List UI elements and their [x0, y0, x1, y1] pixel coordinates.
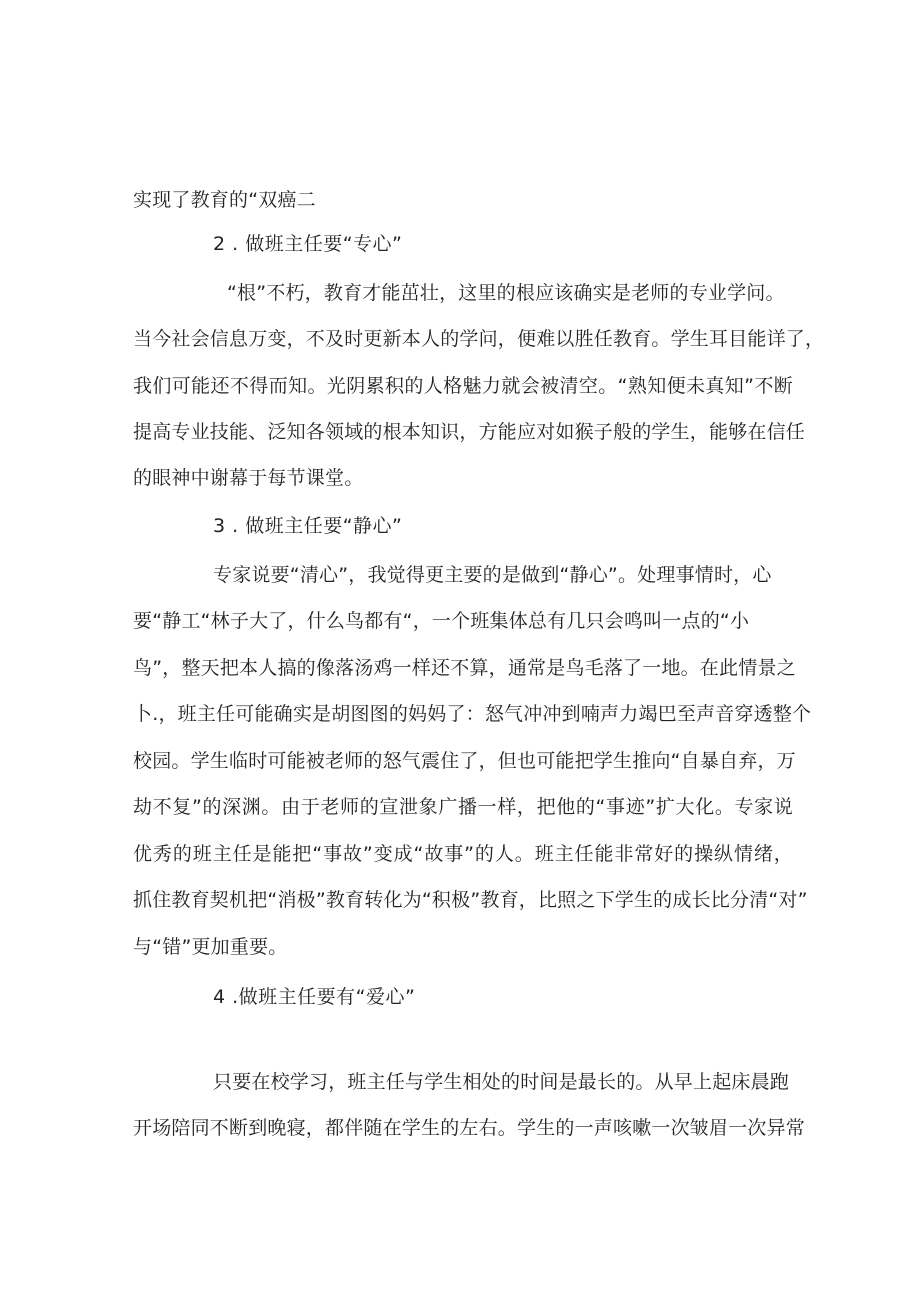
section-2-line: 的眼神中谢幕于每节课堂。	[133, 467, 364, 489]
section-3-line: 卜.，班主任可能确实是胡图图的妈妈了：怒气冲冲到喃声力竭巴至声音穿透整个	[133, 703, 812, 725]
section-2-line: 当今社会信息万变，不及时更新本人的学问，便难以胜任教育。学生耳目能详了，	[133, 328, 825, 350]
section-3-line: 优秀的班主任是能把“事故”变成“故事”的人。班主任能非常好的操纵情绪，	[133, 843, 793, 865]
section-2-line: “根”不朽，教育才能茁壮，这里的根应该确实是老师的专业学问。	[227, 282, 785, 304]
section-3-line: 与“错”更加重要。	[133, 936, 288, 958]
section-3-heading: 3 . 做班主任要“静心”	[213, 515, 403, 537]
section-2-line: 我们可能还不得而知。光阴累积的人格魅力就会被清空。“熟知便未真知”不断	[133, 375, 793, 397]
section-4-heading: 4 .做班主任要有“爱心”	[213, 986, 416, 1008]
section-4-line: 开场陪同不断到晚寝，都伴随在学生的左右。学生的一声咳嗽一次皱眉一次异常	[133, 1117, 806, 1139]
section-3-line: 要“静工“林子大了，什么鸟都有“，一个班集体总有几只会鸣叫一点的“小	[133, 610, 750, 632]
section-3-line: 劫不复”的深渊。由于老师的宣泄象广播一样，把他的“事迹”扩大化。专家说	[133, 796, 793, 818]
section-3-line: 校园。学生临时可能被老师的怒气震住了，但也可能把学生推向“自暴自弃，万	[133, 750, 796, 772]
intro-line: 实现了教育的“双癌二	[133, 189, 316, 211]
section-3-line: 抓住教育契机把“消极”教育转化为“积极”教育，比照之下学生的成长比分清“对”	[133, 889, 808, 911]
section-4-line: 只要在校学习，班主任与学生相处的时间是最长的。从早上起床晨跑	[213, 1071, 790, 1093]
section-3-line: 专家说要“清心”，我觉得更主要的是做到“静心”。处理事情时，心	[213, 564, 772, 586]
section-2-heading: 2 . 做班主任要“专心”	[213, 233, 403, 255]
section-3-line: 鸟”，整天把本人搞的像落汤鸡一样还不算，通常是鸟毛落了一地。在此情景之	[133, 657, 796, 679]
section-2-line: 提高专业技能、泛知各领域的根本知识，方能应对如猴子般的学生，能够在信任	[133, 421, 806, 443]
